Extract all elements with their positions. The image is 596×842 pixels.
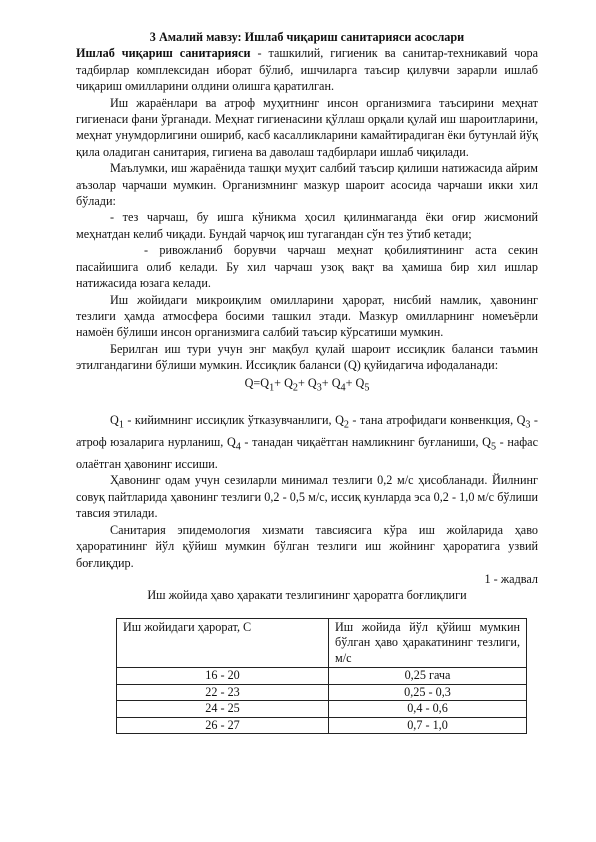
table-row xyxy=(117,717,527,734)
table-cell-temperature: 16 - 20 xyxy=(117,668,329,685)
table-cell-air-speed: 0,4 - 0,6 xyxy=(329,701,527,718)
paragraph-microclimate: Иш жойидаги микроиқлим омилларини ҳарорат, нисбий намлик, ҳавонинг тезлиги ҳамда атмосфера босими ташкил этади. Мазкур омилларнинг номеъёрли намоён бўлиши инсон организмига салбий таъсир кўрсатиши мумкин. xyxy=(76,292,538,340)
table-cell-air-speed: 0,25 гача xyxy=(329,668,527,685)
document-page xyxy=(76,29,538,734)
table-cell-air-speed: 0,7 - 1,0 xyxy=(329,717,527,734)
air-speed-table xyxy=(116,618,527,735)
table-row xyxy=(117,668,527,685)
paragraph-definition xyxy=(76,45,538,94)
paragraph-sanitary-service: Санитария эпидемология хизмати тавсиясига кўра иш жойларида ҳаво ҳароратининг йўл қўйиш мумкин бўлган тезлиги иш жойнинг ҳароратига узвий боғлиқдир. xyxy=(76,522,538,570)
page-title: 3 Амалий мавзу: Ишлаб чиқариш санитарияси асослари xyxy=(149,30,465,44)
paragraph-hygiene: Иш жараёнлари ва атроф муҳитнинг инсон организмига таъсирини меҳнат гигиенаси фани ўрганади. Меҳнат гигиенасини қўллаш орқали қулай иш шароитларини, меҳнат унумдорлигини ошириб, касб касалликларини камайтирадиган ёки бутунлай йўқ қила оладиган санитария, гигиена ва даволаш тадбирлари ишлаб чиқилади. xyxy=(76,95,538,159)
definition-text: - ташкилий, гигиеник ва санитар-техникавий чора тадбирлар комплексидан иборат бўлиб, ишчиларга таъсир қилувчи зарарли ишлаб чиқариш омилларини олдини олишга қаратилган. xyxy=(76,46,538,94)
paragraph-air-speed: Ҳавонинг одам учун сезиларли минимал тезлиги 0,2 м/с ҳисобланади. Йилнинг совуқ пайтларида ҳавонинг тезлиги 0,2 - 0,5 м/с, иссиқ кунларда эса 0,2 - 1,0 м/с бўлиши тавсия этилади. xyxy=(76,473,538,521)
paragraph-fast-fatigue: - тез чарчаш, бу ишга кўникма ҳосил қилинмаганда ёки оғир жисмоний меҳнатдан келиб чиқади. Бундай чарчоқ иш тугагандан сўн тез ўтиб кетади; xyxy=(76,210,538,241)
table-cell-air-speed: 0,25 - 0,3 xyxy=(329,684,527,701)
table-caption: Иш жойида ҳаво ҳаракати тезлигининг ҳароратга боғлиқлиги xyxy=(147,588,467,603)
table-cell-temperature: 26 - 27 xyxy=(117,717,329,734)
table-header-air-speed: Иш жойида йўл қўйиш мумкин бўлган ҳаво ҳаракатининг тезлиги, м/с xyxy=(329,618,527,668)
table-row xyxy=(117,701,527,718)
heat-balance-formula: $Q=Q_1+ Q_2+ Q_3+ Q_4+ Q_5$ xyxy=(244,375,370,393)
table-cell-temperature: 24 - 25 xyxy=(117,701,329,718)
table-header-row xyxy=(117,618,527,668)
term-bold: Ишлаб чиқариш санитарияси xyxy=(76,46,251,61)
paragraph-heat-balance: Берилган иш тури учун энг мақбул қулай шароит иссиқлик баланси таъмин этилгандагини бўлиши мумкин. Иссиқлик баланси (Q) қуйидагича ифодаланади: xyxy=(76,341,538,373)
table-number: 1 - жадвал xyxy=(484,571,538,586)
table-header-temperature: Иш жойидаги ҳарорат, С xyxy=(117,618,329,668)
paragraph-progressive-fatigue: - ривожланиб борувчи чарчаш меҳнат қобилиятининг аста секин пасайишига олиб келади. Бу хил чарчаш узоқ вақт ва ҳамиша бир хил ишлар натижасида юзага келади. xyxy=(76,243,538,291)
paragraph-fatigue-intro: Маълумки, иш жараёнида ташқи муҳит салбий таъсир қилиши натижасида айрим аъзолар чарчаши мумкин. Организмнинг мазкур шароит асосида чарчаши икки хил бўлади: xyxy=(76,161,538,209)
table-cell-temperature: 22 - 23 xyxy=(117,684,329,701)
paragraph-formula-legend: $Q_1$ - кийимнинг иссиқлик ўтказувчанлиги, $Q_2$ - тана атрофидаги конвенкция, $Q_3$ - атроф юзаларига нурланиш, $Q_4$ - танадан чиқаётган намликнинг буғланиши, $Q_5$ - нафас олаётган ҳавонинг иссиши. xyxy=(76,413,538,472)
table-row xyxy=(117,684,527,701)
